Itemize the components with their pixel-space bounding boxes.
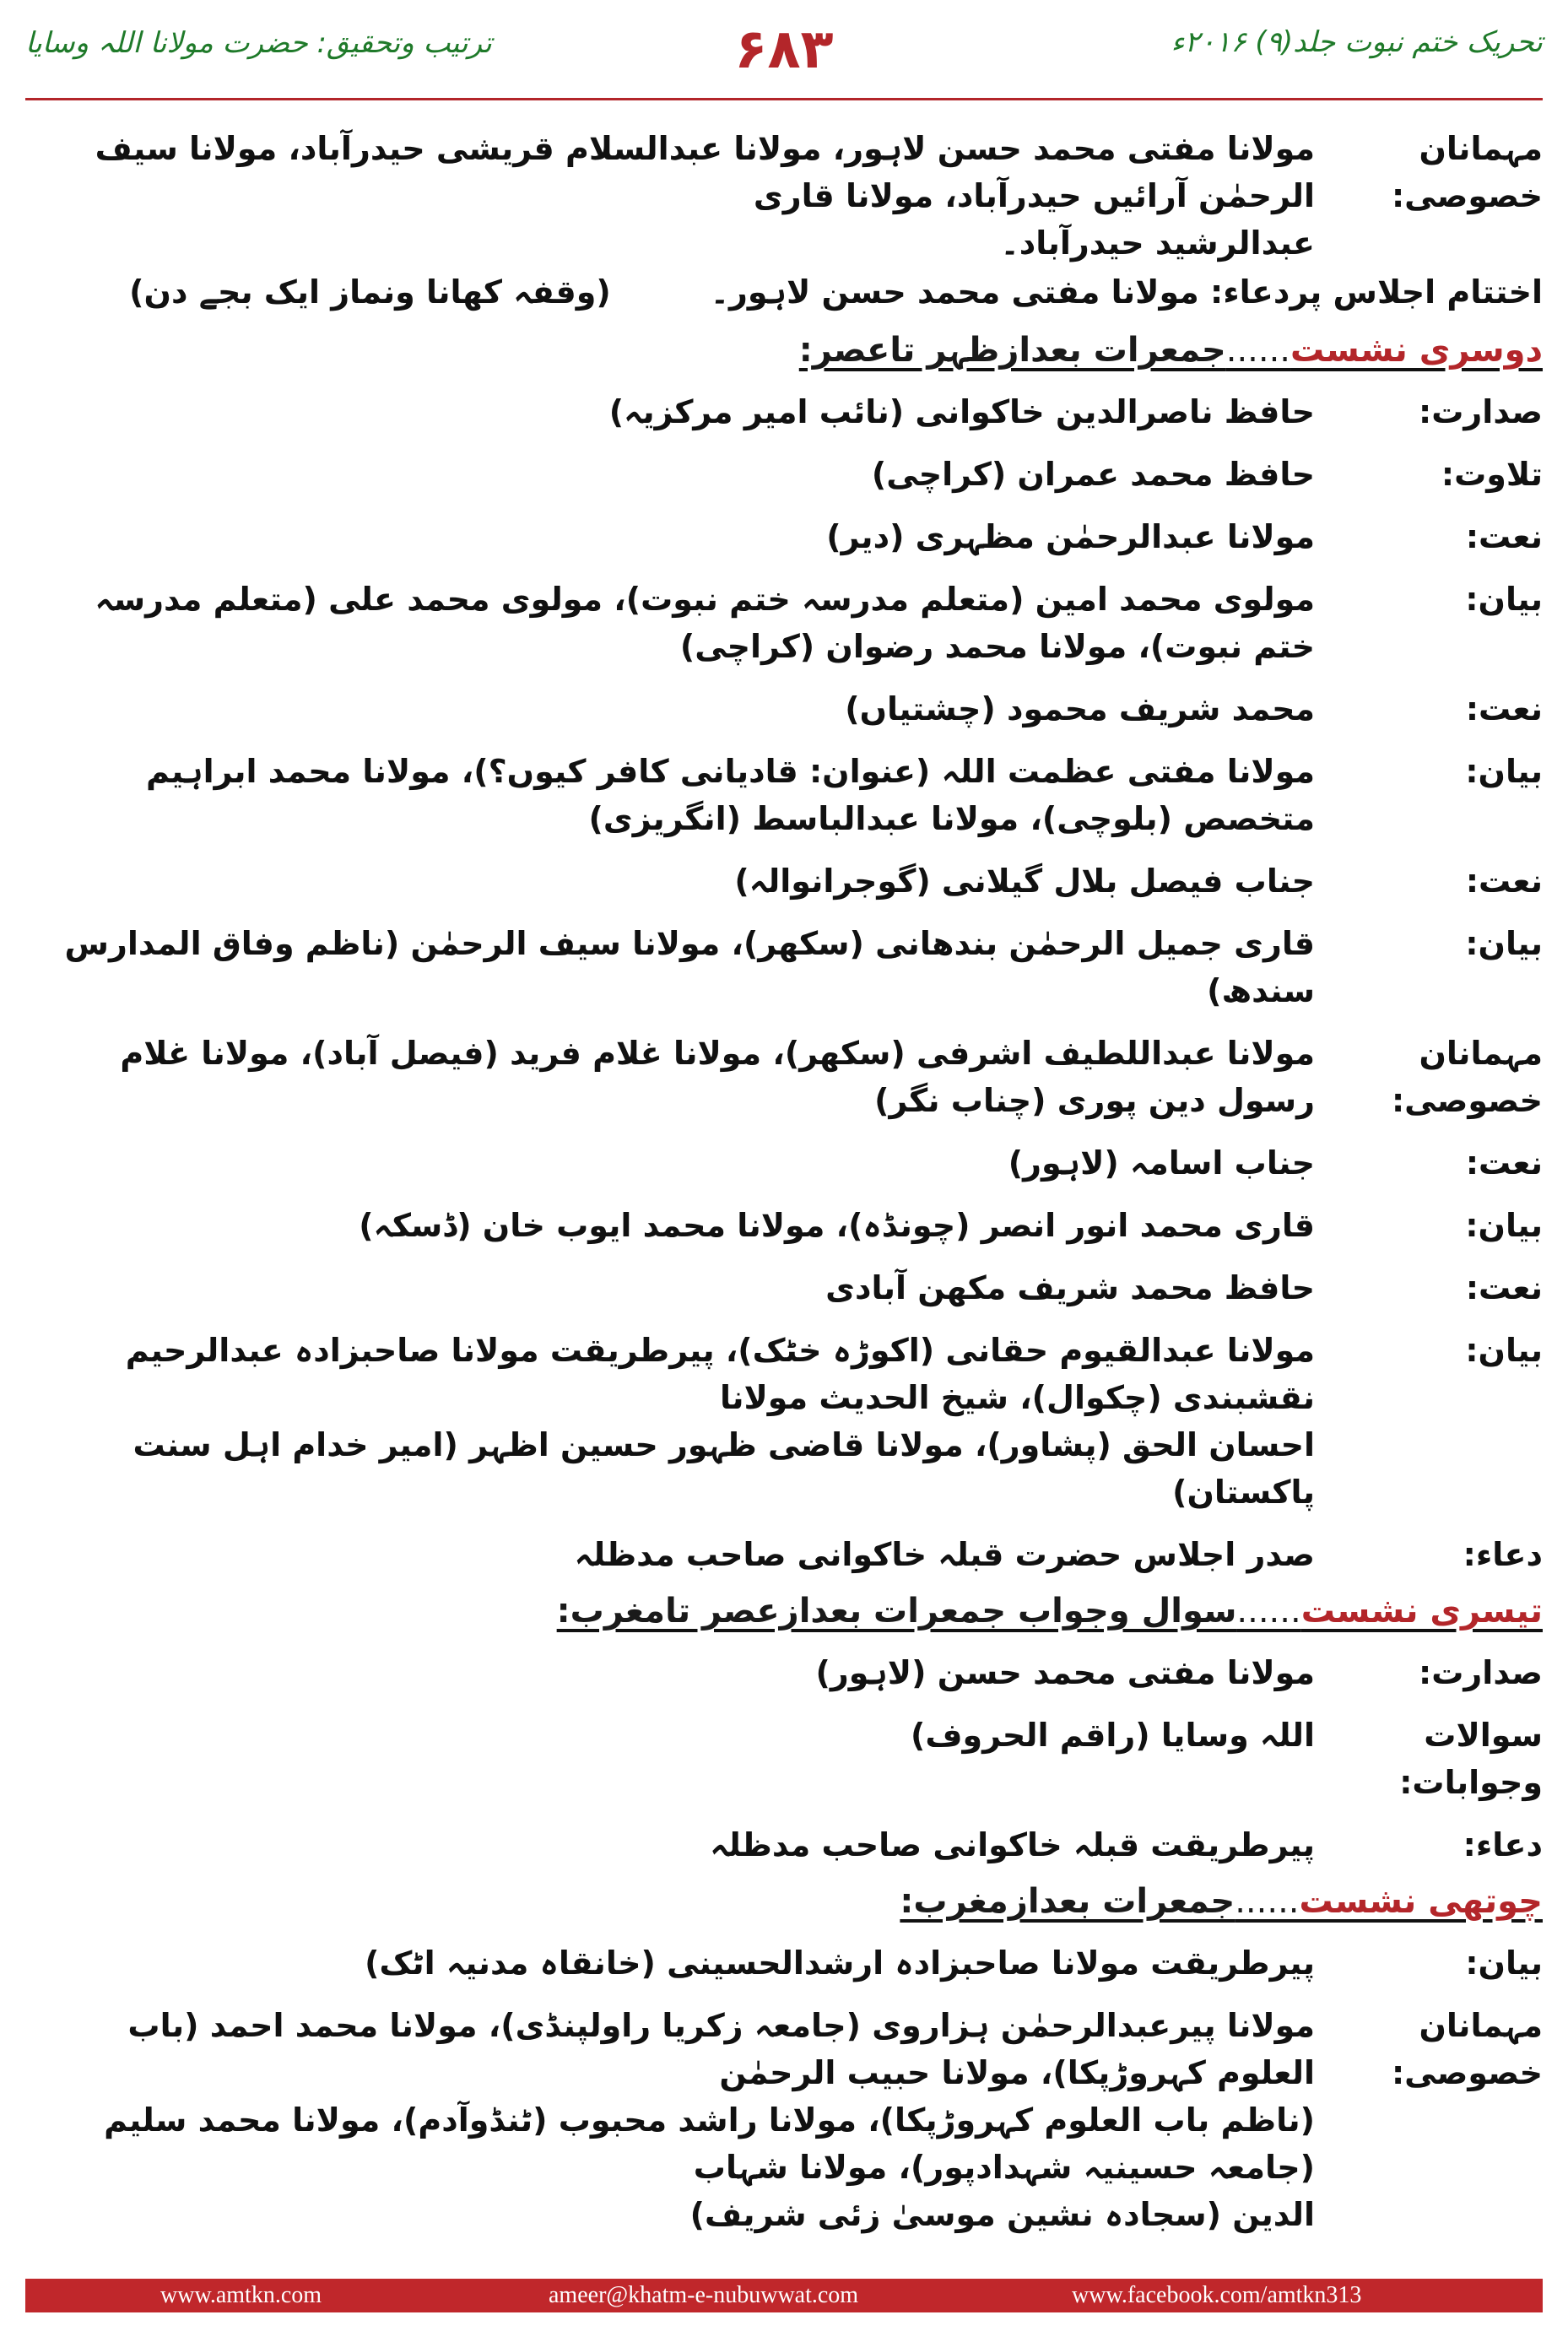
row-label: نعت: [1465, 690, 1543, 727]
row-value: حافظ محمد شریف مکھن آبادی [825, 1269, 1315, 1306]
session-4-time: جمعرات بعدازمغرب: [900, 1882, 1235, 1921]
session-3-dots: ...... [1236, 1592, 1301, 1631]
row-label: بیان: [1465, 753, 1543, 790]
intro-guests-line-2: عبدالرشید حیدرآباد۔ [1000, 224, 1315, 262]
row-label: مہمانان خصوصی: [1391, 2007, 1543, 2091]
guests-line-3: الدین (سجادہ نشین موسیٰ زئی شریف) [689, 2196, 1315, 2233]
session-3-title: تیسری نشست [1300, 1592, 1543, 1631]
row-label: بیان: [1465, 1207, 1543, 1244]
session-3-row [25, 1712, 1543, 1806]
row-value: جناب اسامہ (لاہور) [1008, 1144, 1315, 1182]
row-value: مولوی محمد امین (متعلم مدرسہ ختم نبوت)، مولوی محمد علی (متعلم مدرسہ ختم نبوت)، مولانا محمد رضوان (کراچی) [95, 581, 1315, 665]
session-4-guests [25, 2002, 1543, 2238]
row-label: مہمانان خصوصی: [1391, 1035, 1543, 1119]
session-2-row [25, 857, 1543, 905]
session-2-row [25, 748, 1543, 842]
header-divider [25, 98, 1543, 100]
row-label: صدارت: [1419, 393, 1543, 430]
closing-prayer-line [25, 267, 1543, 317]
row-value: قاری جمیل الرحمٰن بندھانی (سکھر)، مولانا سیف الرحمٰن (ناظم وفاق المدارس سندھ) [64, 925, 1315, 1009]
bayan-line-1: مولانا عبدالقیوم حقانی (اکوڑہ خٹک)، پیرطریقت مولانا صاحبزادہ عبدالرحیم نقشبندی (چکوال)، شیخ الحدیث مولانا [125, 1332, 1315, 1416]
session-2-row [25, 1139, 1543, 1187]
page-body [25, 125, 1543, 2238]
row-label: بیان: [1465, 581, 1543, 618]
row-value: حافظ محمد عمران (کراچی) [871, 456, 1315, 493]
row-value: اللہ وسایا (راقم الحروف) [911, 1717, 1315, 1754]
row-value: صدر اجلاس حضرت قبلہ خاکوانی صاحب مدظلہ [574, 1536, 1315, 1573]
intro-guests [25, 125, 1543, 267]
intro-guests-label: مہمانان خصوصی: [1391, 130, 1543, 214]
session-4-bayan [25, 1939, 1543, 1987]
row-label: نعت: [1465, 1269, 1543, 1306]
guests-line-2: (ناظم باب العلوم کہروڑپکا)، مولانا راشد محبوب (ٹنڈوآدم)، مولانا محمد سلیم (جامعہ حسینیہ شہدادپور)، مولانا شہاب [104, 2101, 1315, 2186]
row-label: سوالات وجوابات: [1399, 1717, 1543, 1801]
row-label: نعت: [1465, 518, 1543, 555]
intro-guests-value [25, 125, 1315, 267]
email-link[interactable]: ameer@khatm-e-nubuwwat.com [549, 2282, 859, 2308]
session-2-dua [25, 1531, 1543, 1578]
session-3-heading [25, 1585, 1543, 1637]
row-value: مولانا مفتی محمد حسن (لاہور) [815, 1654, 1315, 1691]
closing-prayer-text: اختتام اجلاس پردعاء: مولانا مفتی محمد حسن لاہور۔ [710, 273, 1543, 311]
session-3-row [25, 1649, 1543, 1696]
session-2-row [25, 1264, 1543, 1312]
book-title: تحریک ختم نبوت جلد(۹) ۲۰۱۶ء [1171, 25, 1543, 59]
row-value: مولانا عبدالرحمٰن مظہری (دیر) [826, 518, 1315, 555]
session-2-row [25, 513, 1543, 560]
session-2-heading [25, 324, 1543, 376]
session-2-row [25, 1202, 1543, 1249]
row-label: دعاء: [1463, 1826, 1543, 1863]
session-2-title: دوسری نشست [1290, 331, 1543, 370]
row-value [25, 2002, 1315, 2238]
row-label: بیان: [1465, 1332, 1543, 1369]
row-value: مولانا مفتی عظمت اللہ (عنوان: قادیانی کافر کیوں؟)، مولانا محمد ابراہیم متخصص (بلوچی)، مولانا عبدالباسط (انگریزی) [146, 753, 1315, 837]
row-value [25, 1327, 1315, 1516]
session-2-row [25, 451, 1543, 498]
row-label: دعاء: [1463, 1536, 1543, 1573]
footer-bar [25, 2279, 1543, 2312]
intro-guests-line-1: مولانا مفتی محمد حسن لاہور، مولانا عبدالسلام قریشی حیدرآباد، مولانا سیف الرحمٰن آرائیں حیدرآباد، مولانا قاری [95, 130, 1315, 214]
bayan-line-2: احسان الحق (پشاور)، مولانا قاضی ظہور حسین اظہر (امیر خدام اہل سنت پاکستان) [132, 1426, 1315, 1511]
row-value: پیرطریقت قبلہ خاکوانی صاحب مدظلہ [710, 1826, 1315, 1863]
session-2-bayan [25, 1327, 1543, 1516]
row-value: محمد شریف محمود (چشتیاں) [845, 690, 1315, 727]
row-value: قاری محمد انور انصر (چونڈہ)، مولانا محمد ایوب خان (ڈسکہ) [359, 1207, 1315, 1244]
row-label: نعت: [1465, 1144, 1543, 1182]
page-number: ۶۸۳ [734, 19, 834, 81]
session-2-row [25, 920, 1543, 1014]
website-link[interactable]: www.amtkn.com [160, 2282, 322, 2308]
session-2-row [25, 1030, 1543, 1124]
session-4-dots: ...... [1235, 1882, 1300, 1921]
row-value: پیرطریقت مولانا صاحبزادہ ارشدالحسینی (خانقاہ مدنیہ اٹک) [365, 1944, 1315, 1982]
session-2-row [25, 576, 1543, 670]
facebook-link[interactable]: www.facebook.com/amtkn313 [1072, 2282, 1362, 2308]
compiler-credit: ترتیب وتحقیق: حضرت مولانا اللہ وسایا [25, 26, 492, 60]
row-value: مولانا عبداللطیف اشرفی (سکھر)، مولانا غلام فرید (فیصل آباد)، مولانا غلام رسول دین پوری (چناب نگر) [120, 1035, 1315, 1119]
row-label: بیان: [1465, 1944, 1543, 1982]
session-4-heading [25, 1875, 1543, 1928]
row-label: صدارت: [1419, 1654, 1543, 1691]
row-label: نعت: [1465, 863, 1543, 900]
row-label: تلاوت: [1441, 456, 1543, 493]
row-value: حافظ ناصرالدین خاکوانی (نائب امیر مرکزیہ) [608, 393, 1315, 430]
page-header [0, 0, 1568, 101]
session-2-time: جمعرات بعدازظہر تاعصر: [798, 331, 1226, 370]
session-3-time: سوال وجواب جمعرات بعدازعصر تامغرب: [556, 1592, 1237, 1631]
session-2-row [25, 388, 1543, 435]
session-2-dots: ...... [1225, 331, 1291, 370]
row-label: بیان: [1465, 925, 1543, 962]
session-4-title: چوتھی نشست [1299, 1882, 1543, 1921]
guests-line-1: مولانا پیرعبدالرحمٰن ہزاروی (جامعہ زکریا راولپنڈی)، مولانا محمد احمد (باب العلوم کہروڑپکا)، مولانا حبیب الرحمٰن [127, 2007, 1315, 2091]
row-value: جناب فیصل بلال گیلانی (گوجرانوالہ) [734, 863, 1315, 900]
session-3-row [25, 1821, 1543, 1869]
session-2-row [25, 685, 1543, 733]
break-note: (وقفہ کھانا ونماز ایک بجے دن) [129, 273, 611, 311]
